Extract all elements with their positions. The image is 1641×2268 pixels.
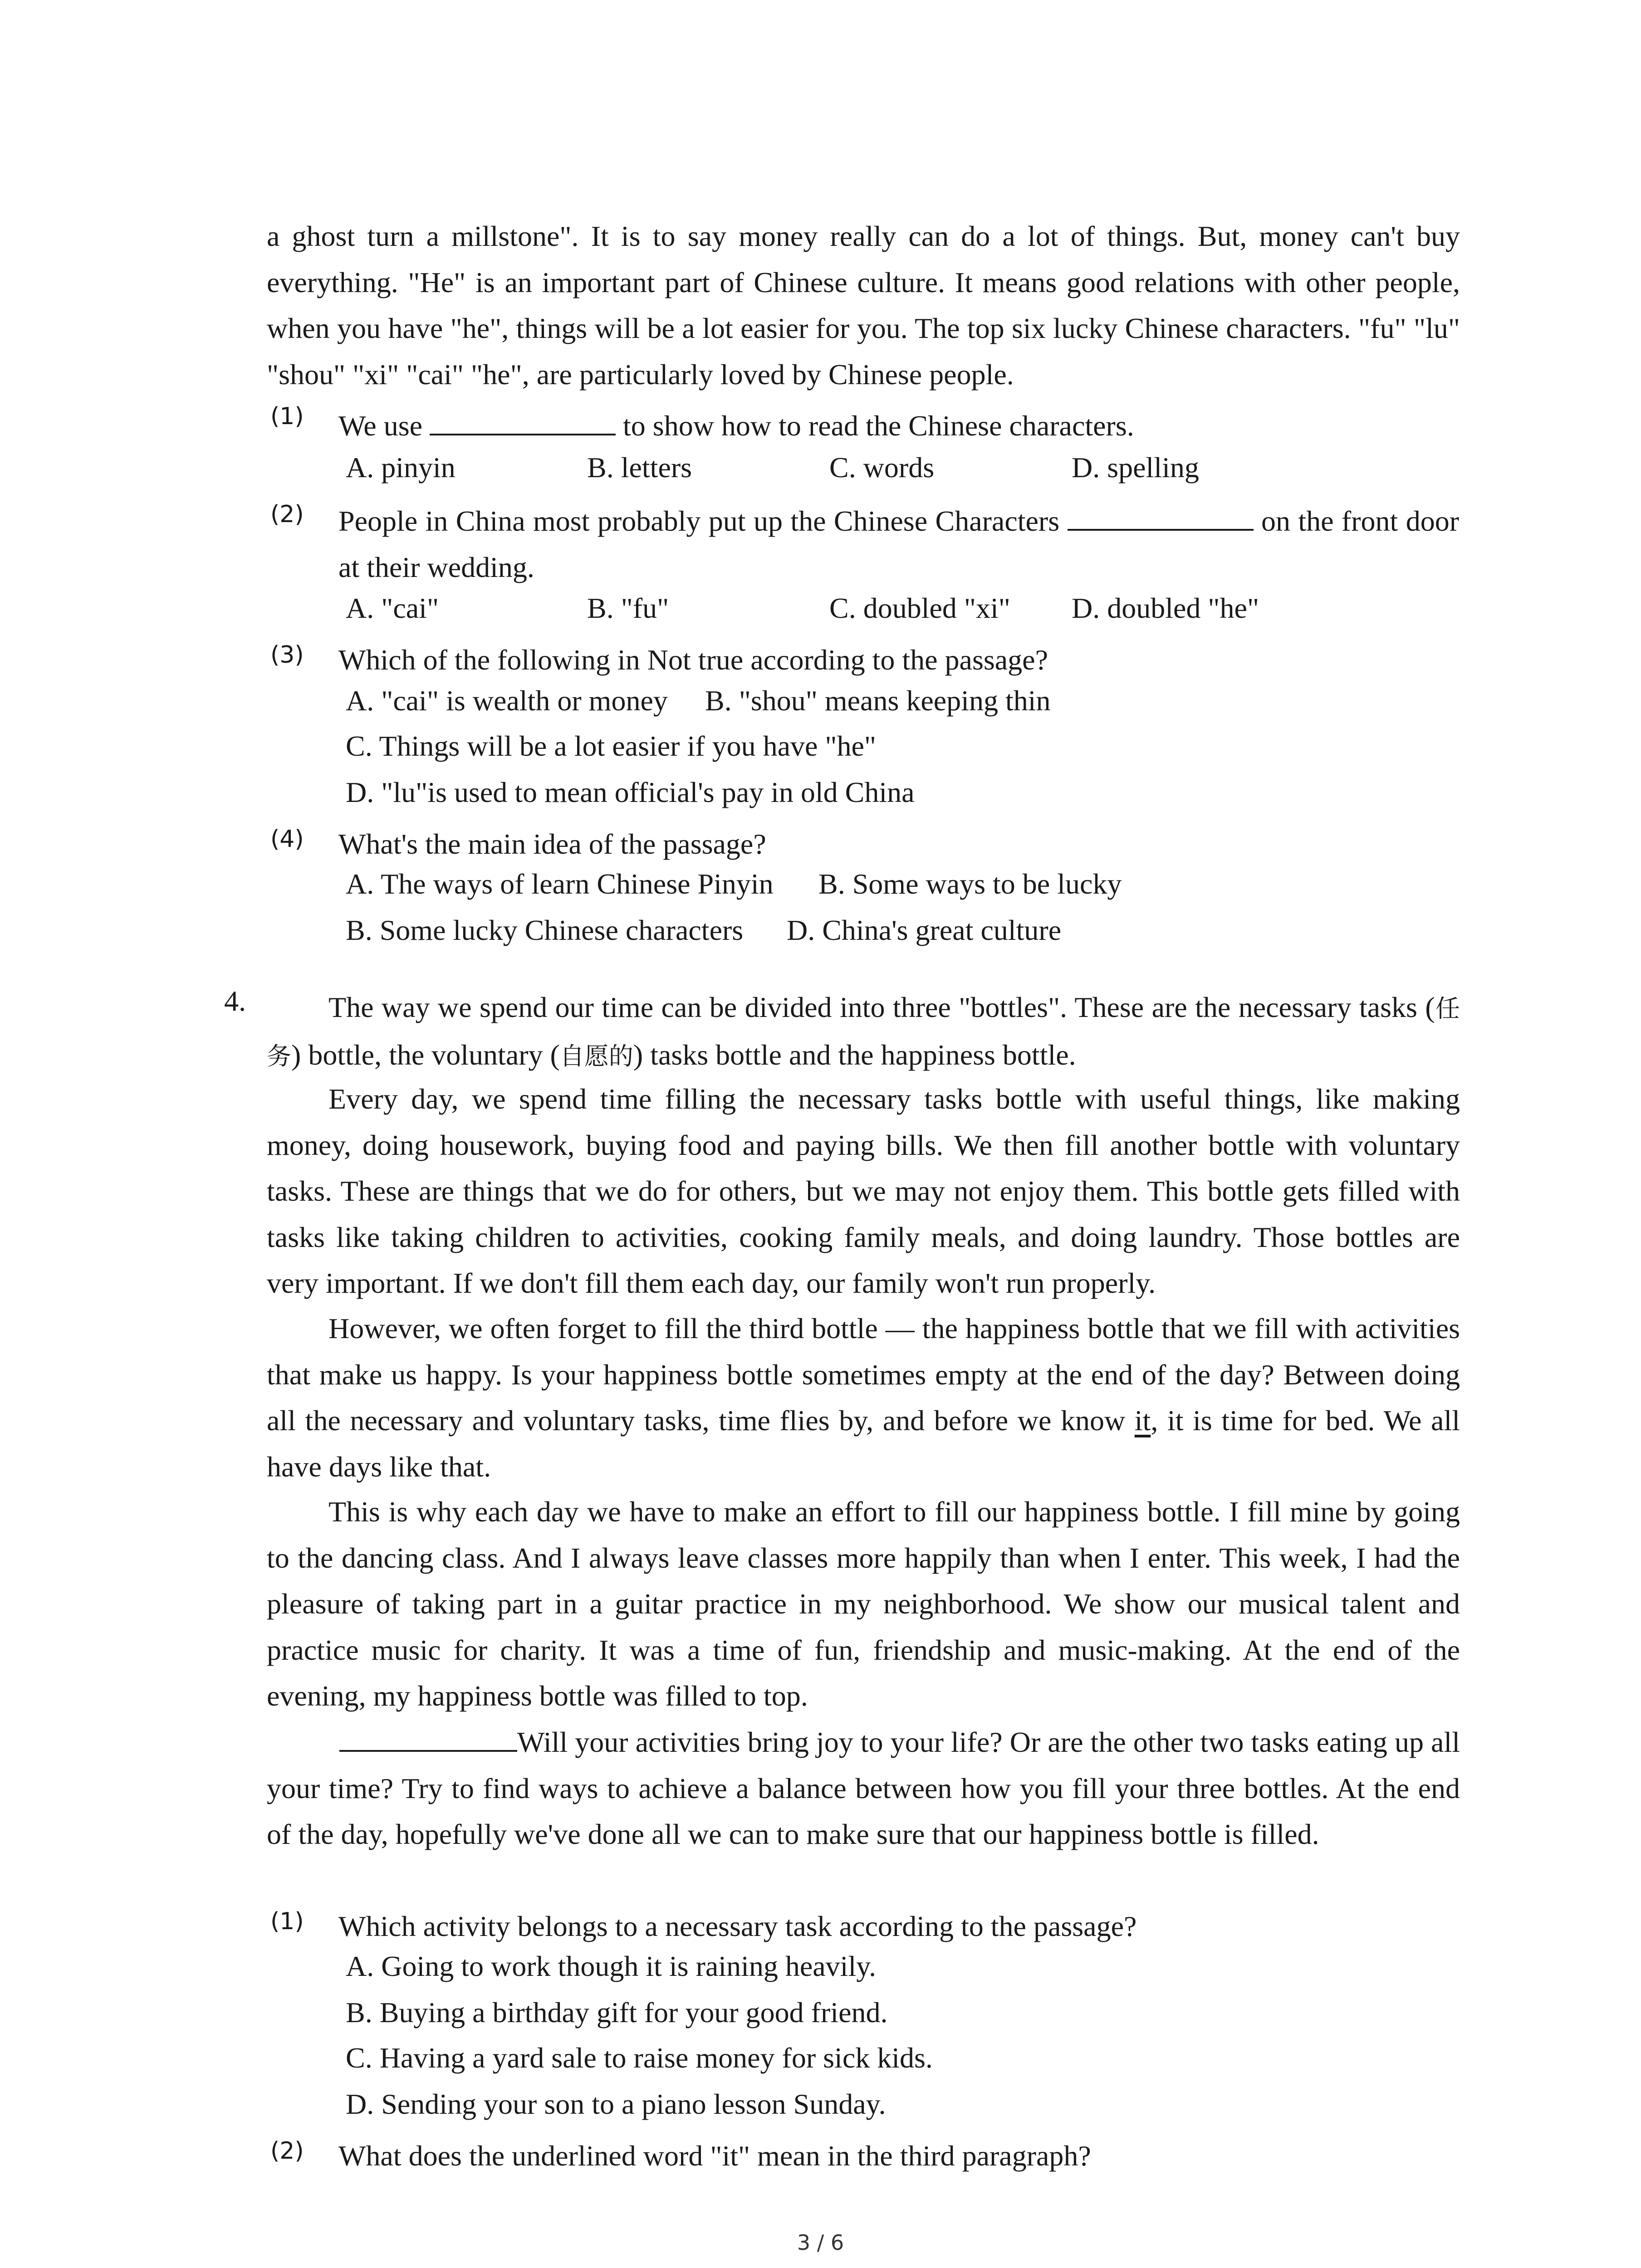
question-number: (1): [270, 403, 304, 430]
option-c: C. Having a yard sale to raise money for sick kids.: [346, 2042, 933, 2074]
option-d: D. "lu"is used to mean official's pay in old China: [346, 776, 915, 808]
option-a: A. pinyin: [346, 451, 456, 484]
question-number: (4): [270, 826, 304, 853]
question-text: What does the underlined word "it" mean in the third paragraph?: [338, 2140, 1091, 2172]
question-text: People in China most probably put up the Chinese Characters on the front door at their wedding.: [338, 498, 1459, 590]
option-b: B. Buying a birthday gift for your good friend.: [346, 1996, 888, 2028]
option-a: A. The ways of learn Chinese Pinyin: [346, 868, 774, 900]
passage4-paragraph-2: Every day, we spend time filling the necessary tasks bottle with useful things, like making money, doing housework, buying food and paying bills. We then fill another bottle with voluntary tasks. These are things that we do for others, but we may not enjoy them. This bottle gets filled with tasks like taking children to activities, cooking family meals, and doing laundry. Those bottles are very important. If we don't fill them each day, our family won't run properly.: [267, 1083, 1460, 1299]
question-text: We use to show how to read the Chinese characters.: [338, 403, 1134, 449]
option-b: B. "shou" means keeping thin: [705, 684, 1051, 717]
option-c: C. words: [829, 451, 935, 484]
answer-blank: [339, 1725, 517, 1752]
passage4-paragraph-3: However, we often forget to fill the third bottle — the happiness bottle that we fill with activities that make us happy. Is your happiness bottle sometimes empty at the end of the day? Between doing all the necessary and voluntary tasks, time flies by, and before we know it, it is time for bed. We all have days like that.: [267, 1312, 1460, 1483]
passage4-paragraph-1: The way we spend our time can be divided into three "bottles". These are the necessary tasks (任务) bottle, the voluntary (自愿的) tasks bottle and the happiness bottle.: [267, 991, 1460, 1071]
question-number: (2): [270, 2137, 304, 2165]
option-a: A. "cai": [346, 592, 439, 624]
question-number: (2): [270, 501, 304, 528]
answer-blank: [430, 408, 616, 435]
option-b2: B. Some lucky Chinese characters: [346, 914, 744, 946]
option-c: C. Things will be a lot easier if you have "he": [346, 730, 877, 762]
question-text: What's the main idea of the passage?: [338, 828, 766, 860]
page-indicator: 3 / 6: [797, 2230, 844, 2255]
question-number: (3): [270, 641, 304, 669]
option-d: D. China's great culture: [787, 914, 1062, 946]
option-d: D. Sending your son to a piano lesson Sunday.: [346, 2088, 886, 2120]
question-number: (1): [270, 1908, 304, 1935]
passage4-paragraph-5: Will your activities bring joy to your life? Or are the other two tasks eating up all your time? Try to find ways to achieve a balance between how you fill your three bottles. At the end of the day, hopefully we've done all we can to make sure that our happiness bottle is filled.: [267, 1719, 1460, 1857]
passage3-paragraph: a ghost turn a millstone". It is to say money really can do a lot of things. But, money can't buy everything. "He" is an important part of Chinese culture. It means good relations with other people, when you have "he", things will be a lot easier for you. The top six lucky Chinese characters. "fu" "lu" "shou" "xi" "cai" "he", are particularly loved by Chinese people.: [267, 220, 1460, 391]
passage-number: 4.: [224, 985, 246, 1017]
option-d: D. doubled "he": [1072, 592, 1259, 624]
option-a: A. "cai" is wealth or money: [346, 684, 668, 717]
passage4-paragraph-4: This is why each day we have to make an effort to fill our happiness bottle. I fill mine by going to the dancing class. And I always leave classes more happily than when I enter. This week, I had the pleasure of taking part in a guitar practice in my neighborhood. We show our musical talent and practice music for charity. It was a time of fun, friendship and music-making. At the end of the evening, my happiness bottle was filled to top.: [267, 1496, 1460, 1712]
question-text: Which of the following in Not true according to the passage?: [338, 644, 1048, 676]
underlined-word-it: it: [1134, 1404, 1151, 1437]
option-a: A. Going to work though it is raining heavily.: [346, 1950, 877, 1982]
option-c: C. doubled "xi": [829, 592, 1010, 624]
option-b: B. letters: [587, 451, 692, 484]
option-b: B. Some ways to be lucky: [818, 868, 1122, 900]
answer-blank: [1068, 503, 1254, 531]
option-d: D. spelling: [1072, 451, 1199, 484]
option-b: B. "fu": [587, 592, 669, 624]
question-text: Which activity belongs to a necessary task according to the passage?: [338, 1910, 1137, 1942]
